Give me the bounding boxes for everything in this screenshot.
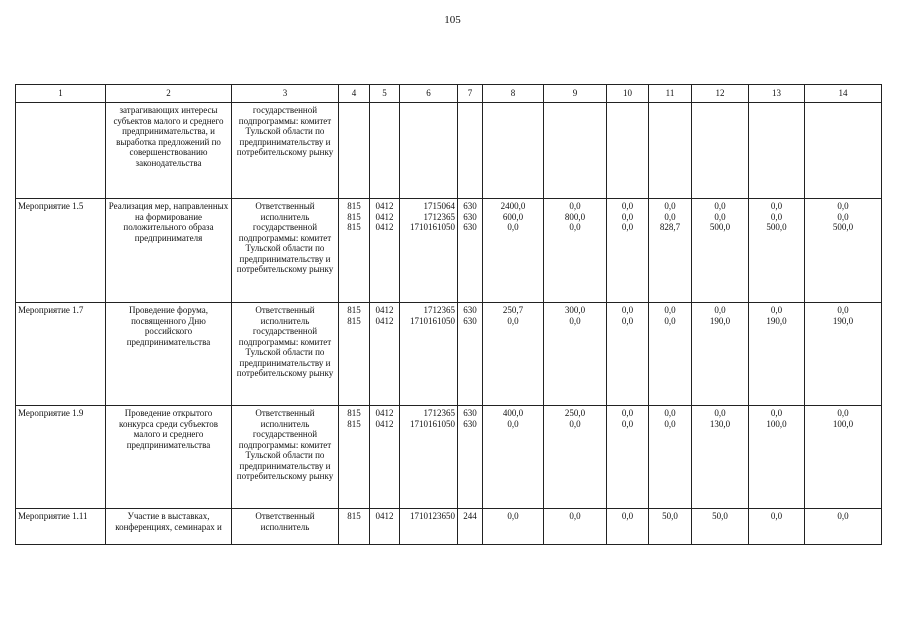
cell-value: 0412: [375, 511, 394, 521]
budget-table: [15, 84, 882, 545]
cell-value: 250,0: [564, 408, 586, 418]
cell-empty: [370, 103, 400, 199]
cell-value: 0,0: [507, 511, 519, 521]
cell-c12: [692, 406, 749, 509]
cell-value: 815: [347, 222, 361, 232]
cell-empty: [458, 103, 483, 199]
cell-value: 0,0: [664, 418, 676, 429]
cell-empty: [400, 103, 458, 199]
cell-value: 1710161050: [410, 418, 455, 429]
cell-value: 0,0: [770, 211, 783, 222]
cell-value: 500,0: [709, 222, 731, 232]
cell-c12: [692, 303, 749, 406]
cell-id: Мероприятие 1.5: [16, 199, 106, 303]
cell-c14: [805, 303, 882, 406]
cell-value: 0412: [375, 211, 394, 222]
cell-empty: [483, 103, 544, 199]
cell-c7: [458, 199, 483, 303]
cell-executor: Ответственный исполнитель государственной подпрограммы: комитет Тульской области по предпринимательству и потребительскому рынку: [232, 303, 339, 406]
cell-executor: Ответственный исполнитель: [232, 509, 339, 545]
cell-value: 190,0: [709, 315, 731, 326]
cell-c13: [749, 199, 805, 303]
cell-value: 0,0: [664, 201, 676, 211]
cell-value: 828,7: [659, 222, 681, 232]
cell-value: 0,0: [507, 222, 519, 232]
cell-c7: [458, 509, 483, 545]
column-header: 13: [749, 85, 805, 103]
cell-value: 815: [347, 201, 361, 211]
cell-c8: [483, 303, 544, 406]
cell-value: 244: [463, 511, 477, 521]
cell-value: 0,0: [569, 511, 581, 521]
column-header: 8: [483, 85, 544, 103]
cell-value: 0412: [375, 305, 394, 315]
cell-value: 1712365: [423, 408, 455, 418]
cell-value: 0,0: [569, 201, 581, 211]
cell-value: 50,0: [712, 511, 728, 521]
cell-value: 630: [463, 408, 477, 418]
cell-empty: [805, 103, 882, 199]
column-header: 2: [106, 85, 232, 103]
cell-value: 0,0: [837, 511, 849, 521]
cell-c14: [805, 199, 882, 303]
cell-c11: [649, 199, 692, 303]
cell-c8: [483, 199, 544, 303]
cell-value: 1712365: [423, 305, 455, 315]
table-row: [16, 406, 882, 509]
cell-value: 630: [463, 211, 477, 222]
cell-id: Мероприятие 1.9: [16, 406, 106, 509]
cell-value: 0,0: [664, 305, 676, 315]
cell-value: 0,0: [664, 315, 676, 326]
cell-value: 815: [347, 408, 361, 418]
cell-c5: [370, 303, 400, 406]
table-row: [16, 199, 882, 303]
cell-c11: [649, 303, 692, 406]
cell-name: Проведение открытого конкурса среди субъектов малого и среднего предпринимательства: [106, 406, 232, 509]
cell-value: 250,7: [502, 305, 524, 315]
cell-name: Участие в выставках, конференциях, семинарах и: [106, 509, 232, 545]
cell-c14: [805, 509, 882, 545]
cell-value: 0,0: [569, 222, 581, 232]
cell-value: 0412: [375, 408, 394, 418]
page-number: 105: [444, 14, 461, 26]
cell-value: 0,0: [621, 211, 634, 222]
cell-value: 630: [463, 418, 477, 429]
cell-value: 50,0: [662, 511, 678, 521]
cell-value: 0412: [375, 315, 394, 326]
cell-c8: [483, 509, 544, 545]
cell-id: [16, 103, 106, 199]
cell-value: 1710161050: [410, 315, 455, 326]
column-header: 5: [370, 85, 400, 103]
cell-value: 815: [347, 511, 361, 521]
cell-c13: [749, 509, 805, 545]
column-header: 3: [232, 85, 339, 103]
cell-c7: [458, 406, 483, 509]
cell-c13: [749, 303, 805, 406]
cell-value: 100,0: [832, 418, 854, 429]
column-header: 14: [805, 85, 882, 103]
cell-c12: [692, 509, 749, 545]
cell-value: 815: [347, 315, 361, 326]
cell-c10: [607, 199, 649, 303]
cell-value: 190,0: [832, 315, 854, 326]
cell-executor: государственной подпрограммы: комитет Тульской области по предпринимательству и потребительскому рынку: [232, 103, 339, 199]
cell-empty: [607, 103, 649, 199]
table-row: [16, 509, 882, 545]
cell-value: 0,0: [621, 201, 634, 211]
cell-executor: Ответственный исполнитель государственной подпрограммы: комитет Тульской области по предпринимательству и потребительскому рынку: [232, 199, 339, 303]
cell-value: 1710123650: [410, 511, 455, 521]
cell-value: 0,0: [837, 408, 849, 418]
cell-c5: [370, 406, 400, 509]
cell-value: 0,0: [621, 408, 634, 418]
cell-id: Мероприятие 1.11: [16, 509, 106, 545]
cell-value: 815: [347, 418, 361, 429]
cell-value: 0,0: [569, 418, 581, 429]
cell-c11: [649, 509, 692, 545]
cell-value: 0,0: [714, 305, 726, 315]
cell-value: 800,0: [564, 211, 586, 222]
cell-name: Проведение форума, посвященного Дню российского предпринимательства: [106, 303, 232, 406]
cell-empty: [339, 103, 370, 199]
column-header: 11: [649, 85, 692, 103]
cell-c13: [749, 406, 805, 509]
cell-value: 0,0: [837, 201, 849, 211]
cell-value: 0,0: [621, 305, 634, 315]
column-header: 6: [400, 85, 458, 103]
column-header: 12: [692, 85, 749, 103]
column-header: 4: [339, 85, 370, 103]
cell-value: 0,0: [621, 315, 634, 326]
cell-value: 0412: [375, 222, 394, 232]
cell-value: 0,0: [770, 511, 783, 521]
cell-value: 0,0: [664, 408, 676, 418]
cell-value: 630: [463, 315, 477, 326]
cell-empty: [692, 103, 749, 199]
cell-value: 0,0: [664, 211, 676, 222]
cell-value: 0,0: [714, 408, 726, 418]
cell-name: затрагивающих интересы субъектов малого и среднего предпринимательства, и выработка предложений по совершенствованию законодательства: [106, 103, 232, 199]
cell-value: 500,0: [832, 222, 854, 232]
cell-c6: [400, 406, 458, 509]
cell-value: 0,0: [621, 418, 634, 429]
cell-value: 400,0: [502, 408, 524, 418]
cell-c4: [339, 406, 370, 509]
cell-c10: [607, 406, 649, 509]
cell-c7: [458, 303, 483, 406]
cell-value: 0,0: [507, 418, 519, 429]
cell-c8: [483, 406, 544, 509]
cell-value: 815: [347, 211, 361, 222]
cell-name: Реализация мер, направленных на формирование положительного образа предпринимателя: [106, 199, 232, 303]
cell-c11: [649, 406, 692, 509]
cell-executor: Ответственный исполнитель государственной подпрограммы: комитет Тульской области по предпринимательству и потребительскому рынку: [232, 406, 339, 509]
cell-value: 0412: [375, 201, 394, 211]
cell-c6: [400, 199, 458, 303]
table-row: [16, 303, 882, 406]
cell-value: 0,0: [569, 315, 581, 326]
cell-empty: [749, 103, 805, 199]
cell-c10: [607, 509, 649, 545]
cell-value: 600,0: [502, 211, 524, 222]
cell-value: 630: [463, 201, 477, 211]
cell-value: 1712365: [423, 211, 455, 222]
cell-value: 630: [463, 305, 477, 315]
cell-empty: [544, 103, 607, 199]
cell-value: 2400,0: [500, 201, 526, 211]
cell-c9: [544, 303, 607, 406]
cell-value: 1710161050: [410, 222, 455, 232]
column-header: 7: [458, 85, 483, 103]
cell-empty: [649, 103, 692, 199]
cell-value: 190,0: [766, 315, 787, 326]
cell-c9: [544, 199, 607, 303]
cell-value: 0,0: [837, 211, 849, 222]
cell-value: 0,0: [714, 211, 726, 222]
cell-c9: [544, 509, 607, 545]
cell-value: 130,0: [709, 418, 731, 429]
cell-c14: [805, 406, 882, 509]
cell-value: 0,0: [837, 305, 849, 315]
cell-c4: [339, 303, 370, 406]
cell-c5: [370, 509, 400, 545]
cell-value: 0,0: [507, 315, 519, 326]
cell-value: 815: [347, 305, 361, 315]
cell-value: 300,0: [564, 305, 586, 315]
cell-c10: [607, 303, 649, 406]
cell-value: 0,0: [714, 201, 726, 211]
cell-c6: [400, 509, 458, 545]
cell-id: Мероприятие 1.7: [16, 303, 106, 406]
cell-value: 0,0: [770, 201, 783, 211]
header-row: [16, 85, 882, 103]
cell-value: 0,0: [770, 305, 783, 315]
cell-value: 100,0: [766, 418, 787, 429]
cell-c6: [400, 303, 458, 406]
cell-c4: [339, 509, 370, 545]
column-header: 9: [544, 85, 607, 103]
cell-value: 0,0: [770, 408, 783, 418]
cell-value: 630: [463, 222, 477, 232]
cell-value: 0,0: [621, 222, 634, 232]
table-row-continuation: [16, 103, 882, 199]
column-header: 1: [16, 85, 106, 103]
cell-c12: [692, 199, 749, 303]
cell-c5: [370, 199, 400, 303]
cell-c4: [339, 199, 370, 303]
cell-value: 1715064: [423, 201, 455, 211]
cell-value: 0412: [375, 418, 394, 429]
column-header: 10: [607, 85, 649, 103]
cell-value: 0,0: [621, 511, 634, 521]
cell-value: 500,0: [766, 222, 787, 232]
cell-c9: [544, 406, 607, 509]
